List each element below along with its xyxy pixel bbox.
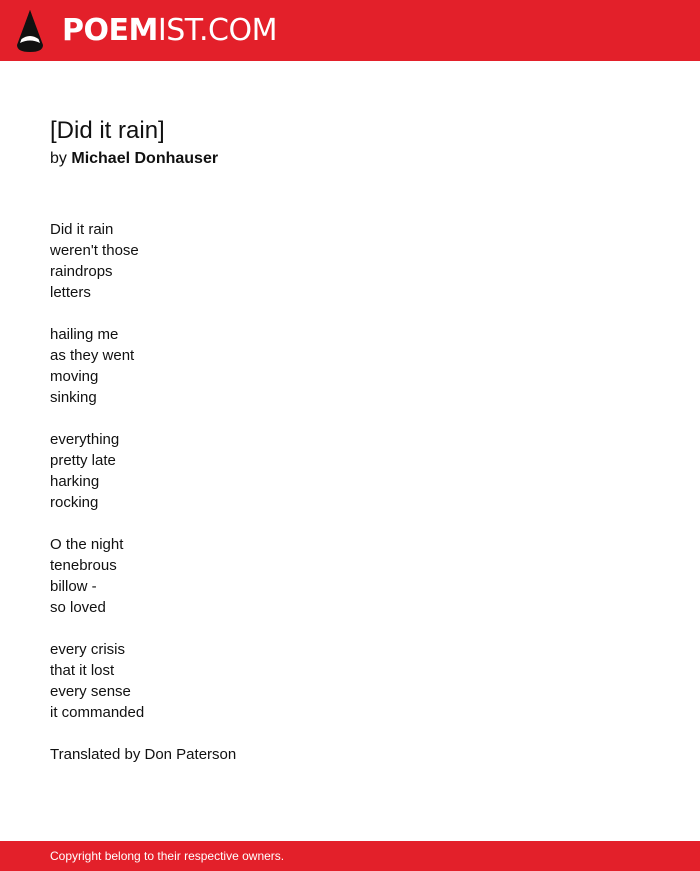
stanza [50, 639, 650, 723]
logo-wordmark [62, 12, 277, 48]
poem-line: hailing me [50, 326, 119, 343]
stanza [50, 219, 650, 303]
poem-line: sinking [50, 389, 97, 406]
stanza [50, 429, 650, 513]
site-logo[interactable] [16, 8, 277, 53]
poem-line: pretty late [50, 452, 116, 469]
poem-line: rocking [50, 494, 99, 511]
logo-text-bold: POEM [62, 12, 158, 48]
site-header [0, 0, 700, 61]
poem-line: every sense [50, 683, 131, 700]
poem-line: tenebrous [50, 557, 117, 574]
poem-line: as they went [50, 347, 135, 364]
poem-line: every crisis [50, 641, 126, 658]
poem-line: raindrops [50, 263, 113, 280]
poem-line: everything [50, 431, 120, 448]
poem-line: moving [50, 368, 99, 385]
pencil-tip-icon [16, 9, 44, 53]
poem-line: billow - [50, 578, 97, 595]
translator-credit: Translated by Don Paterson [50, 746, 237, 763]
author-name[interactable]: Michael Donhauser [71, 150, 219, 167]
byline-prefix: by [50, 150, 67, 167]
poem-line: letters [50, 284, 91, 301]
poem-line: O the night [50, 536, 124, 553]
site-footer [0, 841, 700, 871]
stanza [50, 324, 650, 408]
poem-line: it commanded [50, 704, 145, 721]
poem-line: Did it rain [50, 221, 114, 238]
byline [50, 149, 650, 169]
poem-title: [Did it rain] [50, 117, 165, 144]
poem-line: so loved [50, 599, 106, 616]
stanza [50, 534, 650, 618]
poem-content [50, 113, 650, 765]
logo-text-light: IST.COM [157, 12, 277, 48]
poem-line: harking [50, 473, 100, 490]
poem-body [50, 219, 650, 765]
poem-line: that it lost [50, 662, 115, 679]
poem-line: weren't those [50, 242, 139, 259]
copyright-notice: Copyright belong to their respective owners. [50, 849, 285, 863]
